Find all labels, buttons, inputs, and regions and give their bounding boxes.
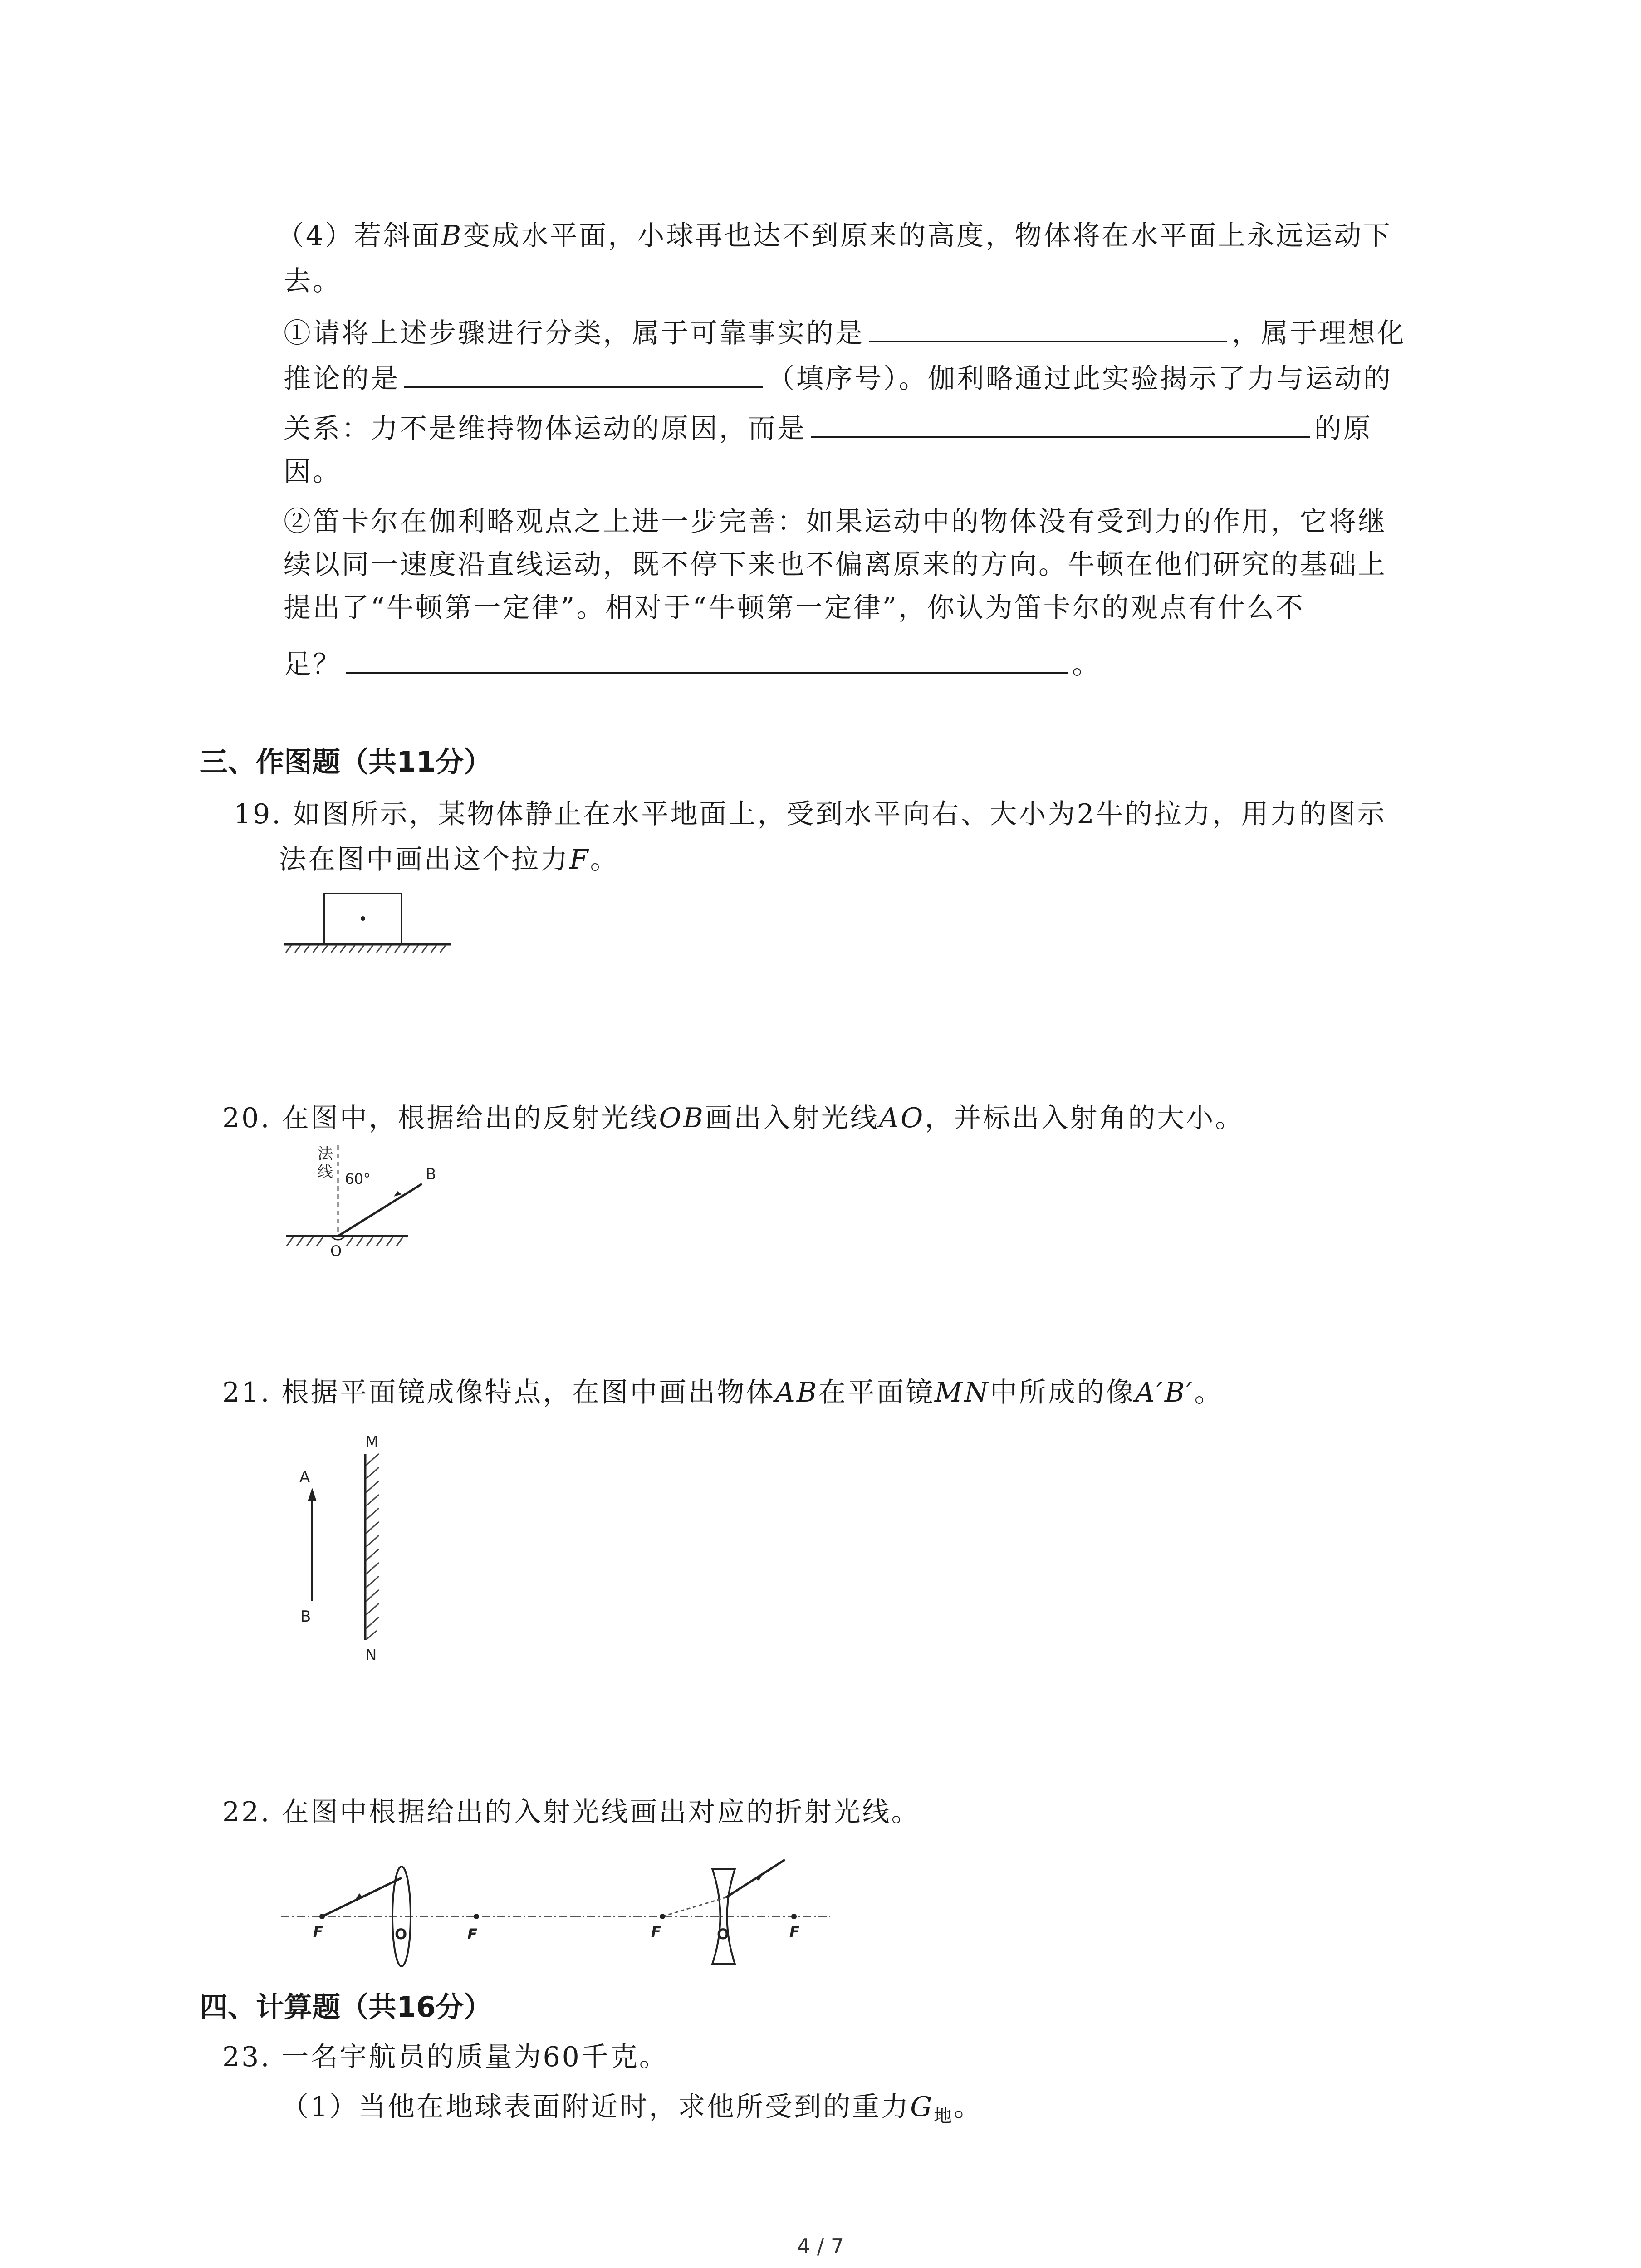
q19-var-F: F	[569, 844, 590, 875]
q18-part1-line2	[284, 358, 1392, 397]
q18-part2-line1: ②笛卡尔在伽利略观点之上进一步完善：如果运动中的物体没有受到力的作用，它将继	[284, 506, 1387, 538]
concave-O-label: O	[717, 1926, 730, 1943]
q18-part1-line3	[284, 408, 1372, 447]
q19-line2	[279, 841, 619, 878]
answer-blank-descartes[interactable]	[346, 644, 1068, 674]
q21-var-AB: AB	[775, 1377, 818, 1408]
concave-extension-dashed	[662, 1897, 726, 1916]
q23-text-a: （1）当他在地球表面附近时，求他所受到的重力	[281, 2091, 911, 2123]
q20-text-a: 20. 在图中，根据给出的反射光线	[222, 1102, 659, 1134]
answer-blank-reason[interactable]	[811, 408, 1310, 438]
reflected-ray-OB	[338, 1184, 422, 1236]
q18-part1-text-c: 推论的是	[284, 363, 400, 395]
q18-step4-line2: 去。	[284, 265, 342, 297]
q20-line	[222, 1100, 1244, 1136]
concave-focus-right	[791, 1914, 797, 1919]
answer-blank-facts[interactable]	[869, 313, 1227, 342]
point-O-label: O	[330, 1242, 342, 1260]
mirror-back-hatching	[366, 1454, 379, 1640]
q22-figure-lenses	[272, 1851, 844, 1973]
q18-part1-line1	[284, 313, 1406, 352]
q18-part1-text-f: 的原	[1314, 413, 1372, 445]
block-center-dot	[361, 916, 365, 921]
q18-step4-var: B	[441, 220, 463, 252]
angle-label: 60°	[345, 1170, 371, 1188]
q18-part1-line4: 因。	[284, 456, 342, 488]
mirror-hatching	[287, 1237, 403, 1246]
q21-text-b: 在平面镜	[818, 1377, 935, 1408]
convex-F-left-label: F	[313, 1923, 323, 1941]
q18-step4-text-b: 变成水平面，小球再也达不到原来的高度，物体将在水平面上永远运动下	[463, 220, 1392, 252]
object-arrowhead	[308, 1488, 317, 1501]
concave-F-right-label: F	[789, 1923, 799, 1941]
concave-focus-left	[660, 1914, 665, 1919]
q23-subscript-earth: 地	[934, 2106, 954, 2126]
q20-text-b: 画出入射光线	[705, 1102, 879, 1134]
page-number: 4 / 7	[797, 2234, 844, 2258]
q18-part2-text-d: 足？	[284, 649, 342, 680]
q18-step4-text-a: （4）若斜面	[277, 220, 441, 252]
q19-text-a: 法在图中画出这个拉力	[279, 844, 569, 875]
q21-text-a: 21. 根据平面镜成像特点，在图中画出物体	[222, 1377, 775, 1408]
q20-figure-reflection	[277, 1141, 467, 1263]
q23-line2	[281, 2089, 983, 2134]
normal-label-2: 线	[318, 1163, 333, 1181]
q23-text-b: 。	[954, 2091, 983, 2123]
q23-line1: 23. 一名宇航员的质量为60千克。	[222, 2041, 668, 2073]
ground-hatching	[286, 945, 446, 953]
mirror-M-label: M	[365, 1433, 379, 1451]
q18-part1-text-e: 关系：力不是维持物体运动的原因，而是	[284, 413, 806, 445]
object-B-label: B	[300, 1608, 311, 1626]
point-B-label: B	[426, 1165, 436, 1183]
q18-part2-text-e: 。	[1072, 649, 1101, 680]
q18-part1-text-b: ，属于理想化	[1232, 318, 1406, 349]
q18-part2-line3: 提出了“牛顿第一定律”。相对于“牛顿第一定律”，你认为笛卡尔的观点有什么不	[284, 592, 1305, 624]
normal-label-1: 法	[318, 1145, 333, 1163]
convex-O-label: O	[395, 1926, 407, 1943]
convex-focus-right	[474, 1914, 479, 1919]
convex-focus-left	[319, 1914, 325, 1919]
q20-var-AO: AO	[879, 1102, 925, 1134]
section-3-title: 三、作图题（共11分）	[200, 745, 492, 778]
q18-step4-line1	[277, 218, 1392, 254]
q18-part2-line4	[284, 644, 1101, 683]
q19-line1: 19. 如图所示，某物体静止在水平地面上，受到水平向右、大小为2牛的拉力，用力的图示	[234, 798, 1386, 830]
convex-F-right-label: F	[467, 1926, 477, 1943]
q18-part2-line2: 续以同一速度沿直线运动，既不停下来也不偏离原来的方向。牛顿在他们研究的基础上	[284, 549, 1387, 581]
q21-var-A-B-prime: A′B′	[1135, 1377, 1195, 1408]
q18-part1-text-d: （填序号）。伽利略通过此实验揭示了力与运动的	[767, 363, 1392, 395]
q19-figure-block-on-ground	[281, 889, 463, 962]
mirror-N-label: N	[365, 1646, 377, 1664]
concave-incident-ray	[726, 1860, 785, 1897]
q19-text-b: 。	[590, 844, 619, 875]
q21-figure-plane-mirror	[290, 1429, 408, 1665]
q18-part1-text-a: ①请将上述步骤进行分类，属于可靠事实的是	[284, 318, 864, 349]
section-4-title: 四、计算题（共16分）	[200, 1990, 492, 2024]
q23-var-G: G	[910, 2091, 934, 2123]
q20-var-OB: OB	[659, 1102, 705, 1134]
q21-text-c: 中所成的像	[989, 1377, 1135, 1408]
q22-line: 22. 在图中根据给出的入射光线画出对应的折射光线。	[222, 1796, 921, 1828]
q21-text-d: 。	[1194, 1377, 1224, 1408]
q21-var-MN: MN	[934, 1377, 990, 1408]
q21-line	[222, 1374, 1224, 1411]
q20-text-c: ，并标出入射角的大小。	[925, 1102, 1244, 1134]
answer-blank-inference[interactable]	[404, 358, 763, 388]
concave-F-left-label: F	[651, 1923, 661, 1941]
object-A-label: A	[299, 1468, 310, 1486]
ray-arrowhead	[394, 1191, 402, 1197]
